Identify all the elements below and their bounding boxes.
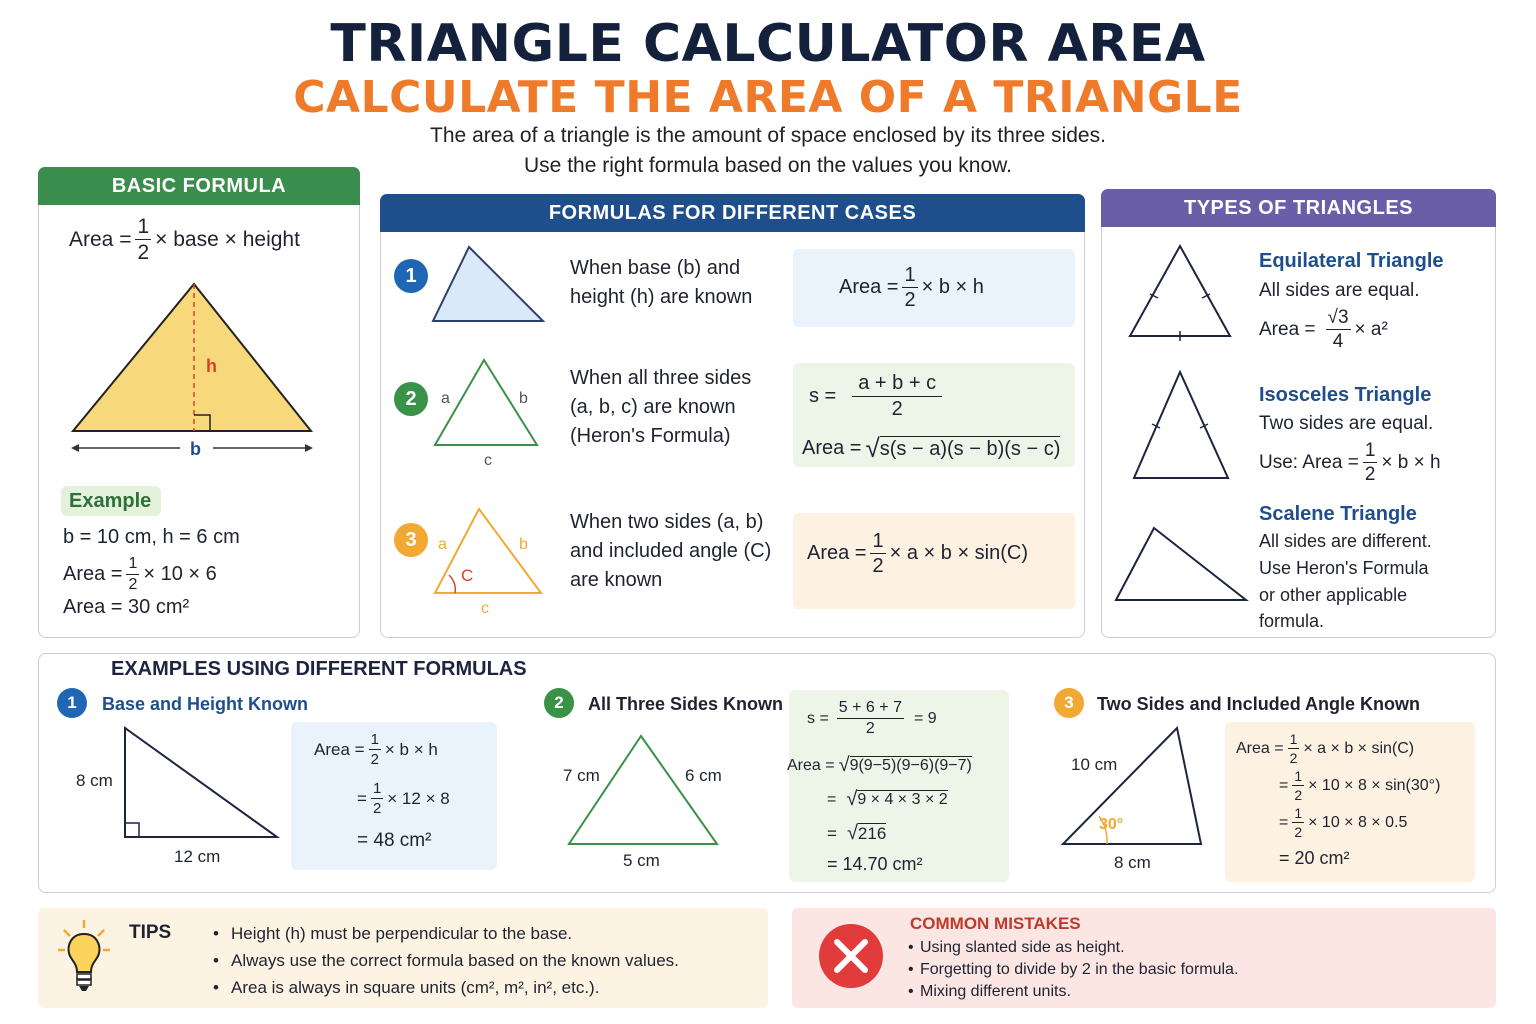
svg-text:b: b bbox=[519, 536, 528, 553]
svg-text:c: c bbox=[481, 600, 489, 617]
case-2-text-2: (a, b, c) are known bbox=[570, 396, 736, 418]
ex3-title: Two Sides and Included Angle Known bbox=[1097, 694, 1421, 714]
case-3-badge: 3 bbox=[394, 523, 428, 557]
cases-panel bbox=[380, 194, 1085, 638]
mistake-item: • Mixing different units. bbox=[908, 981, 1238, 1003]
lightbulb-icon bbox=[58, 918, 118, 998]
ex1-line-1: Area = $\frac{1}{2}$ × b × h bbox=[314, 731, 438, 768]
ex1-line-2: = $\frac{1}{2}$ × 12 × 8 bbox=[357, 780, 450, 817]
case-1-text-2: height (h) are known bbox=[570, 286, 753, 308]
types-heading: TYPES OF TRIANGLES bbox=[1101, 189, 1496, 227]
ex1-line-3: = 48 cm² bbox=[357, 830, 432, 851]
case-3-formula: Area = $\frac{1}{2}$ × a × b × sin(C) bbox=[807, 530, 1029, 577]
case-1-text-1: When base (b) and bbox=[570, 257, 741, 279]
types-panel bbox=[1101, 189, 1496, 638]
case-1-formula: Area = $\frac{1}{2}$ × b × h bbox=[839, 264, 984, 311]
equilateral-formula: Area = $\frac{√3}{4}$ × a² bbox=[1259, 307, 1388, 352]
scalene-desc-3: or other applicable bbox=[1259, 585, 1408, 605]
ex3-side-left: 10 cm bbox=[1071, 755, 1118, 774]
ex1-badge: 1 bbox=[57, 688, 87, 718]
ex3-line-2: = $\frac{1}{2}$ × 10 × 8 × sin(30°) bbox=[1279, 768, 1441, 803]
examples-panel bbox=[38, 653, 1496, 893]
example-label: Example bbox=[69, 490, 152, 512]
basic-formula-panel bbox=[38, 167, 360, 638]
case-1-badge: 1 bbox=[394, 259, 428, 293]
case-3-text-2: and included angle (C) bbox=[570, 540, 772, 562]
intro-line-2: Use the right formula based on the values you know. bbox=[524, 154, 1012, 177]
label-b: b bbox=[190, 439, 201, 459]
page-subtitle: CALCULATE THE AREA OF A TRIANGLE bbox=[293, 72, 1243, 123]
error-x-icon bbox=[817, 922, 887, 992]
tip-item: • Always use the correct formula based on the known values. bbox=[213, 947, 679, 974]
case-3-text-1: When two sides (a, b) bbox=[570, 511, 764, 533]
ex3-side-bottom: 8 cm bbox=[1114, 853, 1151, 872]
tips-list bbox=[213, 920, 679, 1001]
ex2-side-left: 7 cm bbox=[563, 766, 600, 785]
examples-heading: EXAMPLES USING DIFFERENT FORMULAS bbox=[111, 658, 527, 680]
tips-box bbox=[38, 908, 768, 1008]
ex1-side-h: 8 cm bbox=[76, 771, 113, 790]
ex1-title: Base and Height Known bbox=[102, 694, 309, 714]
case-2-text-1: When all three sides bbox=[570, 367, 752, 389]
ex2-side-bottom: 5 cm bbox=[623, 851, 660, 870]
intro-line-1: The area of a triangle is the amount of space enclosed by its three sides. bbox=[430, 124, 1106, 147]
cases-heading: FORMULAS FOR DIFFERENT CASES bbox=[380, 194, 1085, 232]
ex3-line-1: Area = $\frac{1}{2}$ × a × b × sin(C) bbox=[1236, 731, 1415, 766]
mistakes-heading: COMMON MISTAKES bbox=[910, 914, 1081, 933]
scalene-name: Scalene Triangle bbox=[1259, 503, 1417, 525]
ex2-badge: 2 bbox=[544, 688, 574, 718]
ex3-triangle bbox=[1059, 724, 1209, 848]
mistakes-box bbox=[792, 908, 1496, 1008]
isosceles-desc: Two sides are equal. bbox=[1259, 413, 1434, 434]
case-2-text-3: (Heron's Formula) bbox=[570, 425, 731, 447]
ex1-side-b: 12 cm bbox=[174, 847, 221, 866]
ex3-line-4: = 20 cm² bbox=[1279, 848, 1350, 868]
svg-text:C: C bbox=[461, 566, 474, 585]
tips-heading: TIPS bbox=[129, 922, 172, 943]
arrowhead-right bbox=[305, 444, 313, 452]
equilateral-triangle bbox=[1126, 242, 1236, 344]
basic-formula bbox=[69, 216, 300, 263]
arrowhead-left bbox=[71, 444, 79, 452]
ex3-line-3: = $\frac{1}{2}$ × 10 × 8 × 0.5 bbox=[1279, 805, 1408, 840]
example-line-1: b = 10 cm, h = 6 cm bbox=[63, 526, 240, 548]
case-1-triangle bbox=[429, 243, 549, 325]
ex2-area-line: Area = √ 9(9−5)(9−6)(9−7) bbox=[787, 754, 972, 776]
basic-fraction: $\frac{1}{2}$ bbox=[137, 215, 150, 264]
tip-item: • Height (h) must be perpendicular to the base. bbox=[213, 920, 679, 947]
isosceles-triangle bbox=[1130, 368, 1234, 482]
scalene-desc-4: formula. bbox=[1259, 611, 1325, 631]
ex3-badge: 3 bbox=[1054, 688, 1084, 718]
equilateral-desc: All sides are equal. bbox=[1259, 280, 1420, 301]
equilateral-name: Equilateral Triangle bbox=[1259, 250, 1444, 272]
ex2-line-4: = √ 216 bbox=[827, 822, 887, 844]
scalene-desc-2: Use Heron's Formula bbox=[1259, 558, 1429, 578]
basic-formula-rest: × base × height bbox=[155, 227, 300, 251]
example-line-3: Area = 30 cm² bbox=[63, 596, 190, 618]
scalene-desc-1: All sides are different. bbox=[1259, 531, 1432, 551]
svg-text:a: a bbox=[438, 536, 447, 553]
svg-text:c: c bbox=[484, 452, 492, 469]
basic-triangle bbox=[73, 284, 311, 431]
case-2-s-formula: s = $\frac{a + b + c}{2}$ bbox=[809, 373, 946, 419]
case-2-badge: 2 bbox=[394, 382, 428, 416]
basic-area-label: Area = bbox=[69, 227, 132, 251]
page-title: TRIANGLE CALCULATOR AREA bbox=[330, 14, 1206, 74]
mistake-item: • Forgetting to divide by 2 in the basic formula. bbox=[908, 959, 1238, 981]
case-2-area-formula: Area = √ s(s − a)(s − b)(s − c) bbox=[802, 433, 1061, 463]
basic-triangle-diagram bbox=[67, 280, 337, 460]
svg-text:b: b bbox=[519, 390, 528, 407]
case-3-triangle bbox=[429, 503, 554, 621]
ex3-angle: 30° bbox=[1099, 816, 1124, 833]
example-line-2: Area = $\frac{1}{2}$ × 10 × 6 bbox=[63, 555, 217, 593]
mistake-item: • Using slanted side as height. bbox=[908, 937, 1238, 959]
ex2-line-3: = √ 9 × 4 × 3 × 2 bbox=[827, 788, 948, 810]
svg-text:a: a bbox=[441, 390, 450, 407]
isosceles-formula: Use: Area = $\frac{1}{2}$ × b × h bbox=[1259, 440, 1441, 485]
basic-formula-heading: BASIC FORMULA bbox=[38, 167, 360, 205]
case-2-triangle bbox=[429, 355, 549, 470]
label-h: h bbox=[206, 356, 217, 376]
ex1-triangle bbox=[119, 724, 284, 844]
ex2-line-5: = 14.70 cm² bbox=[827, 854, 923, 874]
ex2-side-right: 6 cm bbox=[685, 766, 722, 785]
ex2-triangle bbox=[565, 732, 721, 848]
case-3-text-3: are known bbox=[570, 569, 663, 591]
ex2-title: All Three Sides Known bbox=[588, 694, 784, 714]
mistakes-list bbox=[908, 937, 1238, 1003]
isosceles-name: Isosceles Triangle bbox=[1259, 384, 1432, 406]
tip-item: • Area is always in square units (cm², m², in², etc.). bbox=[213, 974, 679, 1001]
scalene-triangle bbox=[1112, 524, 1252, 604]
ex2-s-line: s = $\frac{5 + 6 + 7}{2}$ = 9 bbox=[807, 699, 937, 737]
